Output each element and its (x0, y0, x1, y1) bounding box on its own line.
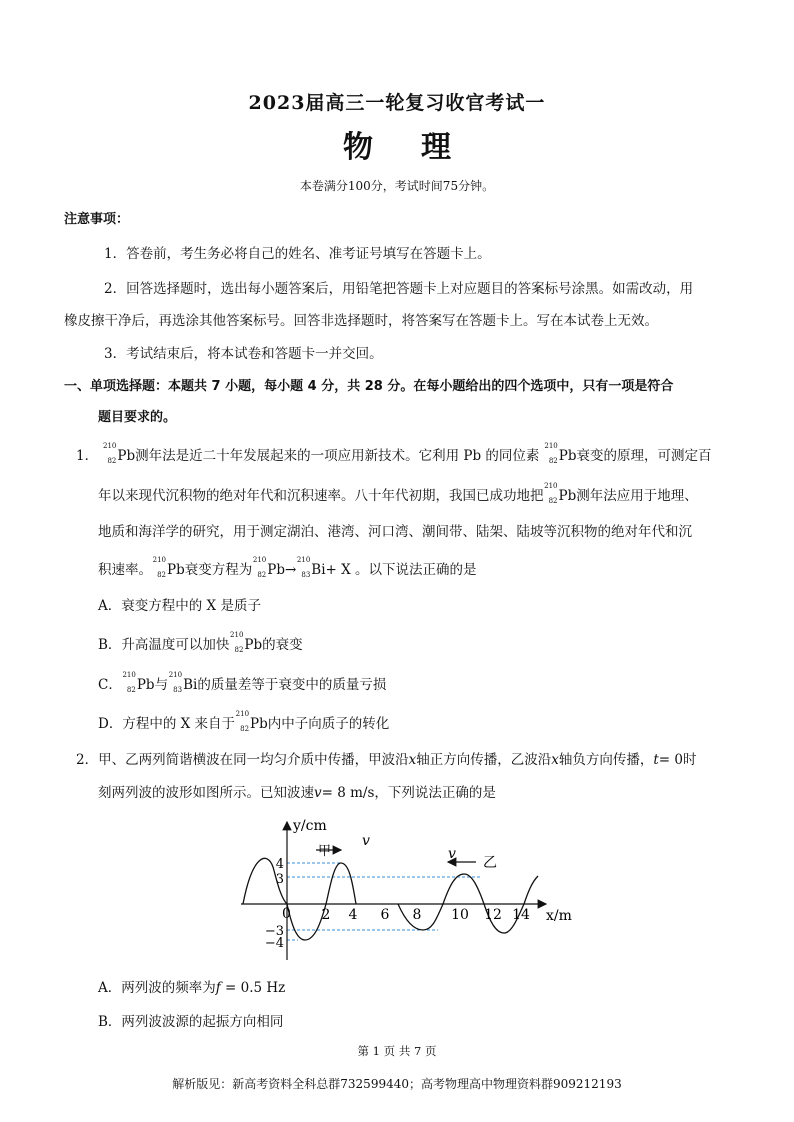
question-1-option-b: B．升高温度可以加快 210 82 Pb的衰变 (98, 631, 303, 654)
question-1-option-c: C． 210 82 Pb与 210 83 Bi的质量差等于衰变中的质量亏损 (98, 671, 387, 694)
x-tick-label: 8 (412, 907, 422, 923)
pb210-symbol: 210 82 (235, 710, 250, 733)
page-number: 第 1 页 共 7 页 (357, 1044, 437, 1058)
notice-item-3: 3．考试结束后，将本试卷和答题卡一并交回。 (104, 346, 383, 362)
pb210-symbol: 210 82 (230, 631, 244, 654)
y-axis-label: y/cm (293, 818, 327, 834)
wave-yi-label: 乙 (483, 855, 497, 871)
x-tick-label: 12 (484, 907, 502, 923)
x-tick-label: 2 (321, 907, 331, 923)
question-2-option-b: B．两列波波源的起振方向相同 (98, 1014, 284, 1030)
pb210-symbol: 210 82 (103, 442, 117, 465)
bi210-symbol: 210 83 (296, 556, 311, 579)
pb210-symbol: 210 82 (544, 442, 558, 465)
section-1-heading-cont: 题目要求的。 (98, 410, 177, 425)
x-axis-label: x/m (546, 908, 572, 924)
question-1-line-3: 地质和海洋学的研究，用于测定湖泊、港湾、河口湾、潮间带、陆架、陆坡等沉积物的绝对年代和沉 (98, 524, 692, 540)
x-tick-label: 6 (380, 907, 390, 923)
wave-jia-label: 甲 (318, 844, 332, 859)
section-1-heading: 一、单项选择题：本题共 7 小题，每小题 4 分，共 28 分。在每小题给出的四个选项中，只有一项是符合 (64, 379, 674, 394)
notice-heading: 注意事项： (64, 212, 130, 227)
y-tick-label: 3 (275, 872, 284, 887)
pb210-symbol: 210 82 (544, 482, 558, 505)
jia-velocity-label: v (362, 833, 370, 849)
notice-item-2-line-1: 2．回答选择题时，选出每小题答案后，用铅笔把答题卡上对应题目的答案标号涂黑。如需改动，用 (104, 281, 694, 297)
pb210-symbol: 210 82 (252, 556, 267, 579)
x-tick-label: 4 (348, 907, 358, 923)
x-tick-label: 10 (451, 907, 469, 923)
question-1-line-1: 1． 210 82 Pb测年法是近二十年发展起来的一项应用新技术。它利用 Pb 的同位素 210 82 Pb衰变的原理，可测定百 (76, 442, 712, 465)
question-1-option-a: A．衰变方程中的 X 是质子 (98, 598, 261, 614)
pb210-symbol: 210 82 (122, 671, 136, 694)
wave-figure (238, 812, 578, 962)
notice-item-1: 1．答卷前，考生务必将自己的姓名、准考证号填写在答题卡上。 (104, 246, 491, 262)
pb210-symbol: 210 82 (152, 556, 166, 579)
y-tick-label: −3 (264, 924, 284, 939)
notice-item-2-line-2: 橡皮擦干净后，再选涂其他答案标号。回答非选择题时，将答案写在答题卡上。写在本试卷上无效。 (64, 313, 658, 329)
origin-label: 0 (282, 906, 291, 922)
yi-velocity-label: v (448, 846, 456, 862)
question-1-option-d: D．方程中的 X 来自于 210 82 Pb内中子向质子的转化 (98, 710, 390, 733)
x-tick-label: 14 (512, 907, 530, 923)
question-1-number: 1． (76, 448, 99, 464)
exam-info: 本卷满分100分，考试时间75分钟。 (299, 179, 495, 193)
y-tick-label: 4 (275, 857, 284, 872)
subject-title (0, 122, 794, 166)
question-2-line-2: 刻两列波的波形如图所示。已知波速v= 8 m/s，下列说法正确的是 (98, 785, 496, 801)
footer-ad-text: 解析版见：新高考资料全科总群732599440；高考物理高中物理资料群909212193 (172, 1077, 622, 1091)
subject-char-2: 理 (421, 130, 451, 165)
exam-title: 2023届高三一轮复习收官考试一 (248, 92, 546, 114)
question-2-option-a: A．两列波的频率为f = 0.5 Hz (98, 980, 286, 996)
question-2-line-1: 2．甲、乙两列简谐横波在同一均匀介质中传播，甲波沿x轴正方向传播，乙波沿x轴负方向传播，t= 0时 (76, 752, 697, 768)
question-1-line-4: 积速率。 210 82 Pb衰变方程为 210 82 Pb→ 210 83 Bi+ X 。以下说法正确的是 (98, 556, 477, 579)
wave-jia (243, 858, 356, 940)
subject-char-1: 物 (343, 130, 373, 165)
bi210-symbol: 210 83 (168, 671, 183, 694)
y-tick-label: −4 (264, 936, 284, 951)
question-1-line-2: 年以来现代沉积物的绝对年代和沉积速率。八十年代初期，我国已成功地把 210 82 Pb测年法应用于地理、 (98, 482, 698, 505)
